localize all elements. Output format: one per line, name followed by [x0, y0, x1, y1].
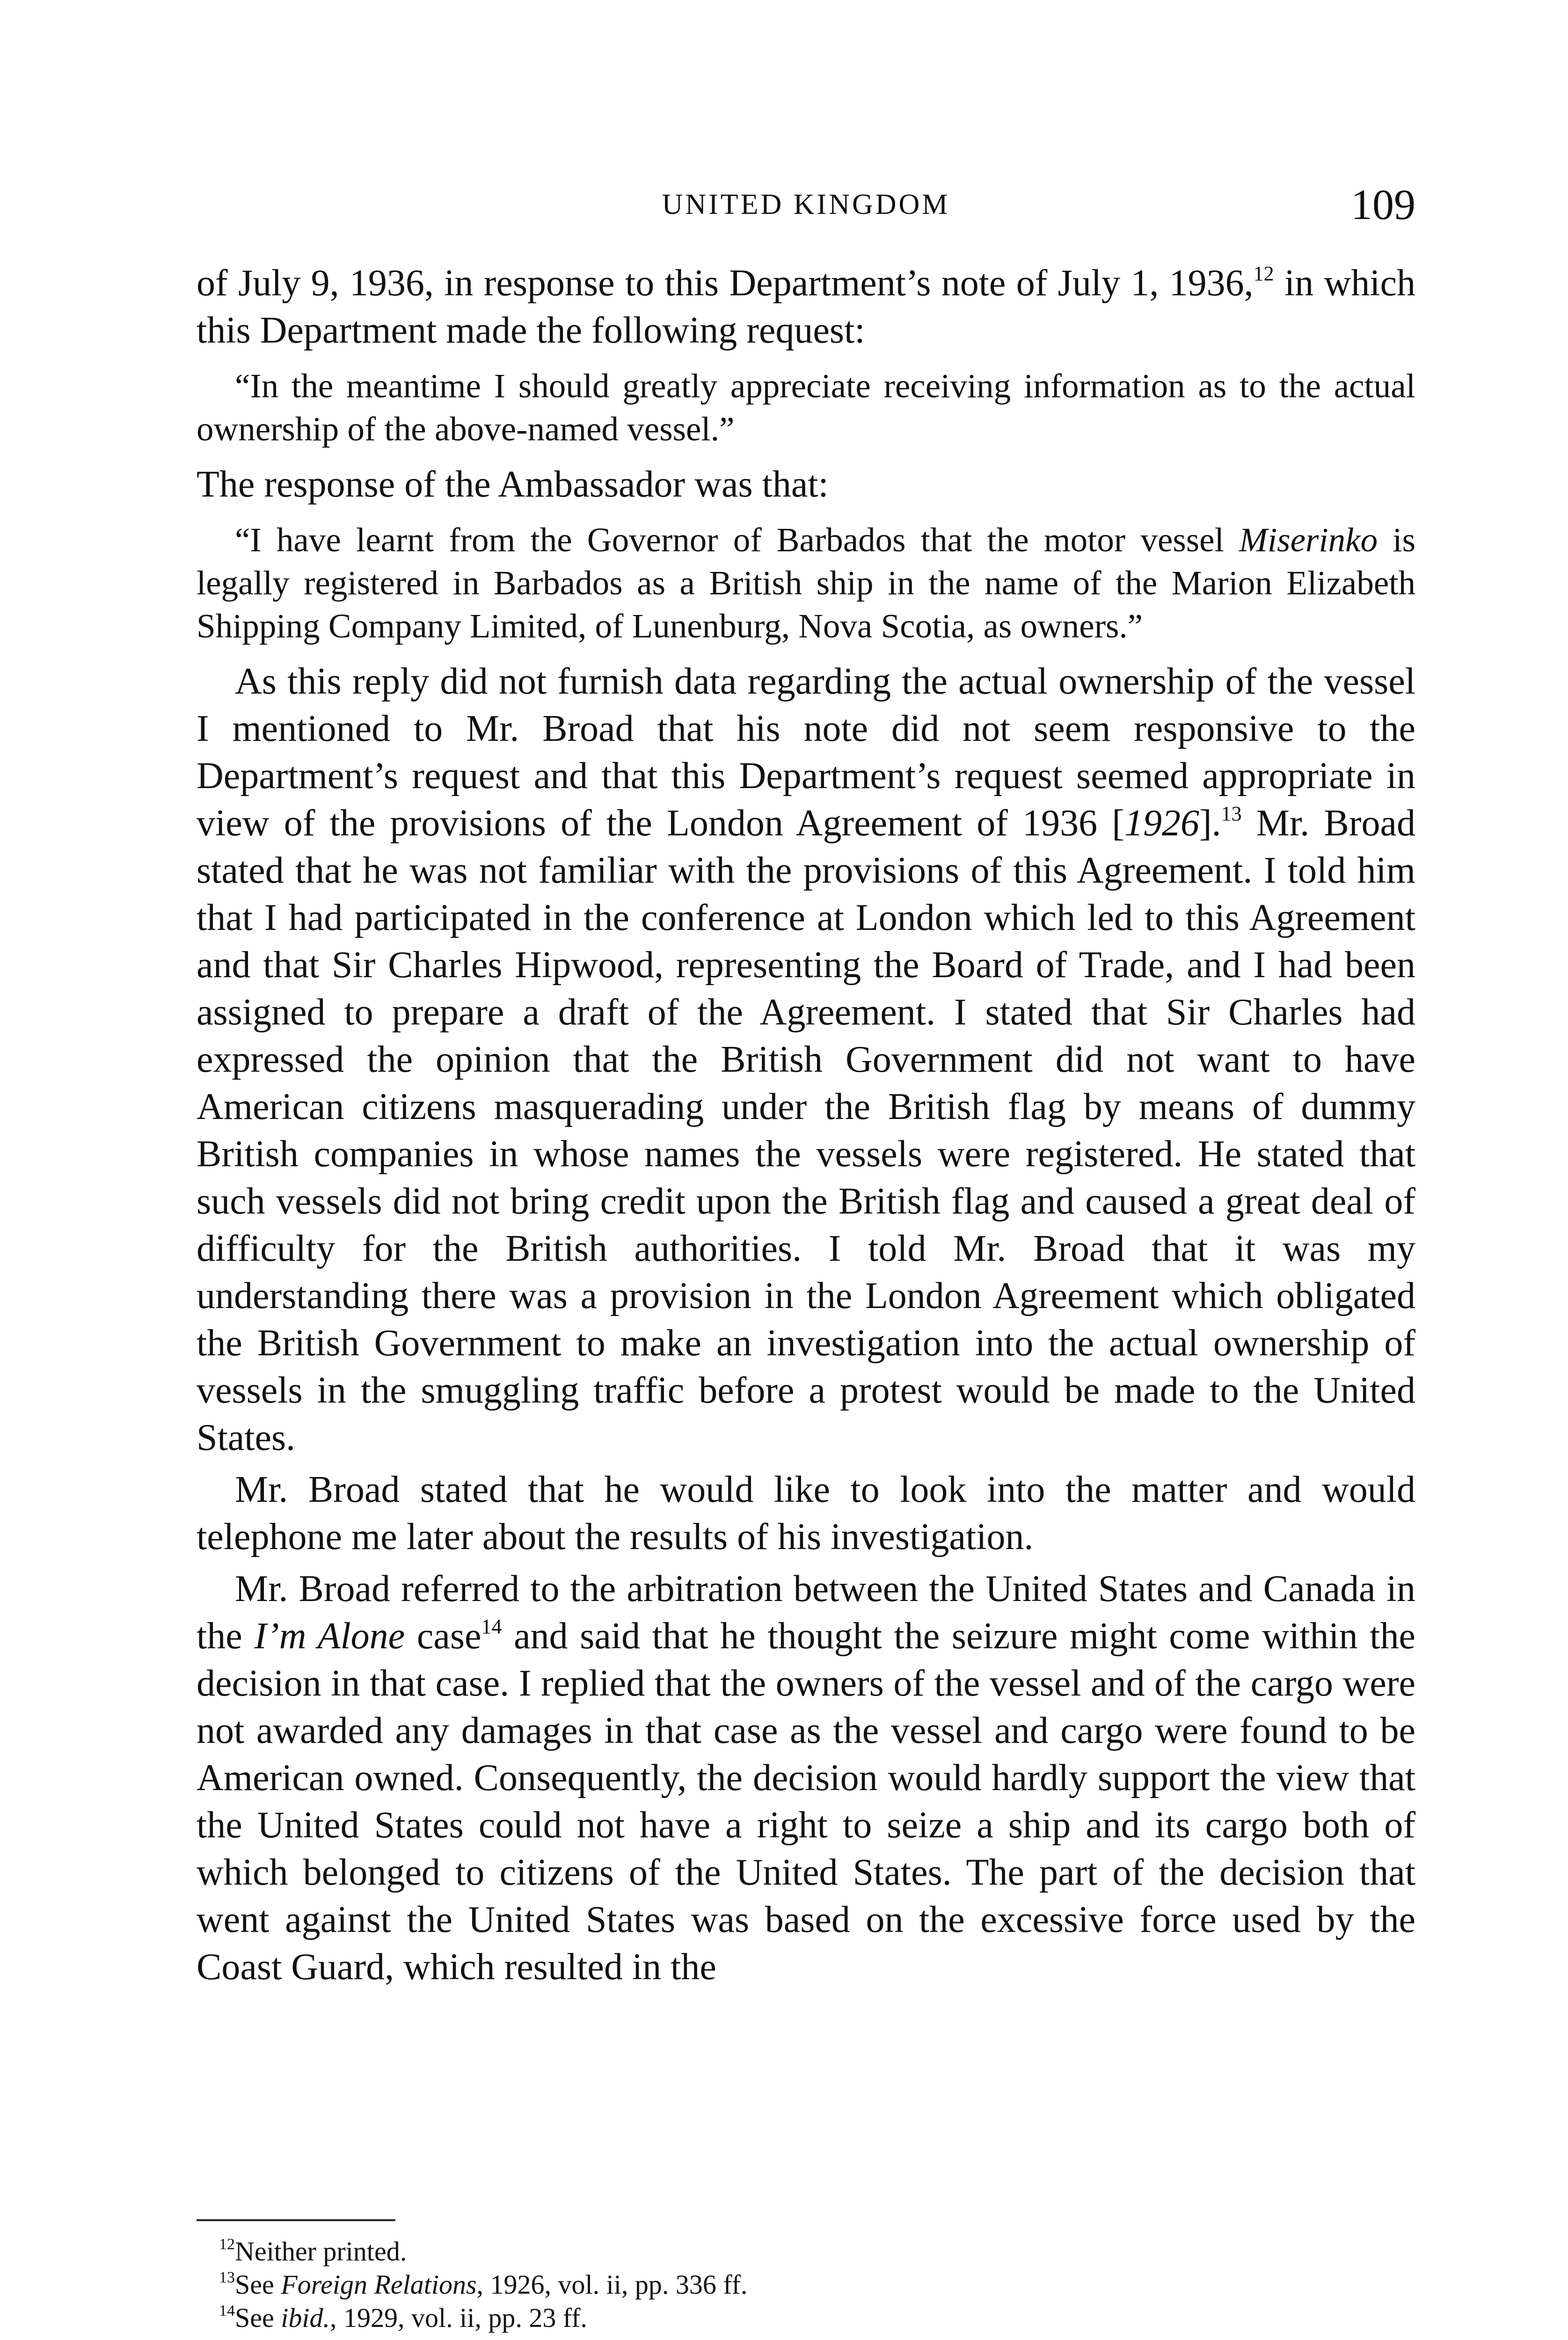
paragraph-5-case: case: [405, 1616, 481, 1657]
paragraph-1-text: of July 9, 1936, in response to this Department’s note of July 1, 1936,: [197, 263, 1254, 304]
paragraph-5: [197, 1565, 1415, 1991]
footnote-14-volume: ii: [459, 2303, 475, 2333]
footnote-13-pages: , pp. 336 ff.: [621, 2269, 748, 2300]
vessel-name: Miserinko: [1239, 521, 1378, 559]
footnote-13-text-cont: , 1926, vol.: [476, 2269, 606, 2300]
paragraph-5-text: Mr. Broad referred to the arbitration between the United States and Canada in the: [197, 1568, 1415, 1657]
footnote-13: [219, 2268, 1342, 2301]
paragraph-5-text-cont: and said that he thought the seizure might come within the decision in that case. I replied that the owners of the vessel and of the cargo were not awarded any damages in that case as the vessel and cargo were found to be American owned. Consequently, the decision would hardly support the view that the United States could not have a right to seize a ship and its cargo both of which belonged to citizens of the United States. The part of the decision that went against the United States was based on the excessive force used by the Coast Guard, which resulted in the: [197, 1616, 1415, 1988]
paragraph-4: Mr. Broad stated that he would like to look into the matter and would telephone me later about the results of his investigation.: [197, 1469, 1415, 1558]
footnote-12-number: 12: [219, 2236, 235, 2253]
footnote-14: [219, 2301, 1342, 2334]
quotation-1: “In the meantime I should greatly appreciate receiving information as to the actual ownership of the above-named vessel.”: [197, 367, 1415, 448]
quotation-2: [197, 519, 1415, 648]
footnote-12-text: Neither printed.: [235, 2236, 407, 2267]
paragraph-3-text-cont: Mr. Broad stated that he was not familiar with the provisions of this Agreement. I told him that I had participated in the conference at London which led to this Agreement and that Sir Charles Hipwood, representing the Board of Trade, and I had been assigned to prepare a draft of the Agreement. I stated that Sir Charles had expressed the opinion that the British Government did not want to have American citizens masquerading under the British flag by means of dummy British companies in whose names the vessels were registered. He stated that such vessels did not bring credit upon the British flag and caused a great deal of difficulty for the British authorities. I told Mr. Broad that it was my understanding there was a provision in the London Agreement which obligated the British Government to make an investigation into the actual ownership of vessels in the smuggling traffic before a protest would be made to the United States.: [197, 803, 1415, 1458]
footnote-14-text-cont: , 1929, vol.: [329, 2303, 460, 2333]
footnote-14-text: See: [235, 2303, 281, 2333]
footnote-13-number: 13: [219, 2269, 235, 2286]
year-correction: 1926: [1124, 803, 1200, 844]
paragraph-2: The response of the Ambassador was that:: [197, 464, 829, 505]
body-text: [197, 260, 1415, 1991]
footnote-13-text: See: [235, 2269, 281, 2300]
running-head: [197, 183, 1415, 235]
footnote-ref-13: 13: [1221, 802, 1242, 825]
footnote-13-volume: ii: [606, 2269, 621, 2300]
paragraph-3-text: As this reply did not furnish data regarding the actual ownership of the vessel I mentioned to Mr. Broad that his note did not seem responsive to the Department’s request and that this Department’s request seemed appropriate in view of the provisions of the London Agreement of 1936 [: [197, 661, 1415, 844]
running-title: UNITED KINGDOM: [662, 189, 950, 220]
paragraph-1: [197, 260, 1415, 354]
footnote-13-title: Foreign Relations: [281, 2269, 477, 2300]
quotation-2-text: “I have learnt from the Governor of Barbados that the motor vessel: [235, 521, 1240, 559]
footnote-ref-14: 14: [481, 1615, 502, 1638]
footnote-divider: [197, 2219, 395, 2221]
paragraph-3: [197, 658, 1415, 1462]
footnote-14-number: 14: [219, 2302, 235, 2319]
paragraph-3-bracket: ].: [1199, 803, 1221, 844]
page-number: 109: [1351, 181, 1415, 228]
quotation-2-text-cont: is legally registered in Barbados as a British ship in the name of the Marion Elizabeth Shipping Company Limited, of Lunenburg, Nova Scotia, as owners.”: [197, 521, 1415, 645]
footnote-ref-12: 12: [1253, 262, 1274, 285]
footnote-14-ibid: ibid.: [281, 2303, 330, 2333]
paragraph-1-text-cont: in which this Department made the following request:: [197, 263, 1416, 351]
footnote-14-pages: , pp. 23 ff.: [474, 2303, 587, 2333]
footnotes: [219, 2235, 1342, 2334]
footnote-12: [219, 2235, 1342, 2268]
case-name: I’m Alone: [254, 1616, 405, 1657]
